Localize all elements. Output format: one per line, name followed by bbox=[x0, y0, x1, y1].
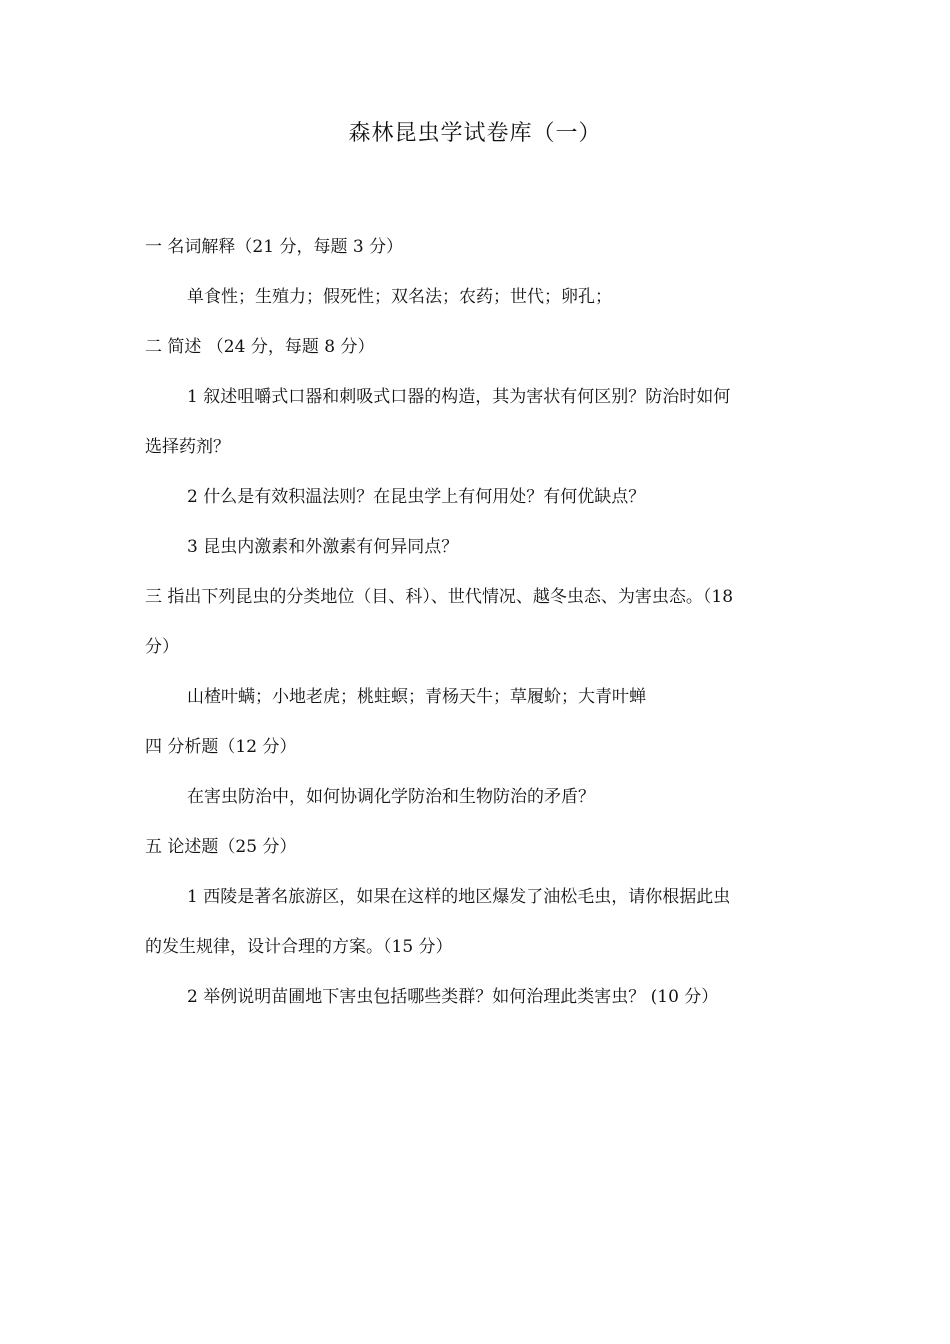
section-3-heading-line-2: 分） bbox=[145, 637, 179, 657]
section-1-terms: 单食性；生殖力；假死性；双名法；农药；世代；卵孔； bbox=[187, 287, 612, 307]
section-5-question-2: 2 举例说明苗圃地下害虫包括哪些类群？如何治理此类害虫？ (10 分） bbox=[187, 987, 719, 1007]
section-2-question-1-line-1: 1 叙述咀嚼式口器和刺吸式口器的构造，其为害状有何区别？防治时如何 bbox=[187, 387, 731, 407]
section-2-heading: 二 简述 （24 分，每题 8 分） bbox=[145, 337, 375, 357]
page-title: 森林昆虫学试卷库（一） bbox=[348, 121, 602, 146]
exam-content bbox=[145, 222, 810, 1022]
section-5-question-1-line-1: 1 西陵是著名旅游区，如果在这样的地区爆发了油松毛虫，请你根据此虫 bbox=[187, 887, 731, 907]
section-3-insect-list: 山楂叶螨；小地老虎；桃蛀螟；青杨天牛；草履蚧；大青叶蝉 bbox=[187, 687, 646, 707]
section-5-question-1-line-2: 的发生规律，设计合理的方案。（15 分） bbox=[145, 937, 453, 957]
section-4-question: 在害虫防治中，如何协调化学防治和生物防治的矛盾？ bbox=[187, 787, 595, 807]
section-4-heading: 四 分析题（12 分） bbox=[145, 737, 297, 757]
section-2-question-1-line-2: 选择药剂？ bbox=[145, 437, 230, 457]
section-5-heading: 五 论述题（25 分） bbox=[145, 837, 297, 857]
section-3-heading-line-1: 三 指出下列昆虫的分类地位（目、科）、世代情况、越冬虫态、为害虫态。（18 bbox=[145, 587, 734, 607]
section-1-heading: 一 名词解释（21 分，每题 3 分） bbox=[145, 237, 404, 257]
section-2-question-2: 2 什么是有效积温法则？在昆虫学上有何用处？有何优缺点？ bbox=[187, 487, 646, 507]
section-2-question-3: 3 昆虫内激素和外激素有何异同点？ bbox=[187, 537, 459, 557]
